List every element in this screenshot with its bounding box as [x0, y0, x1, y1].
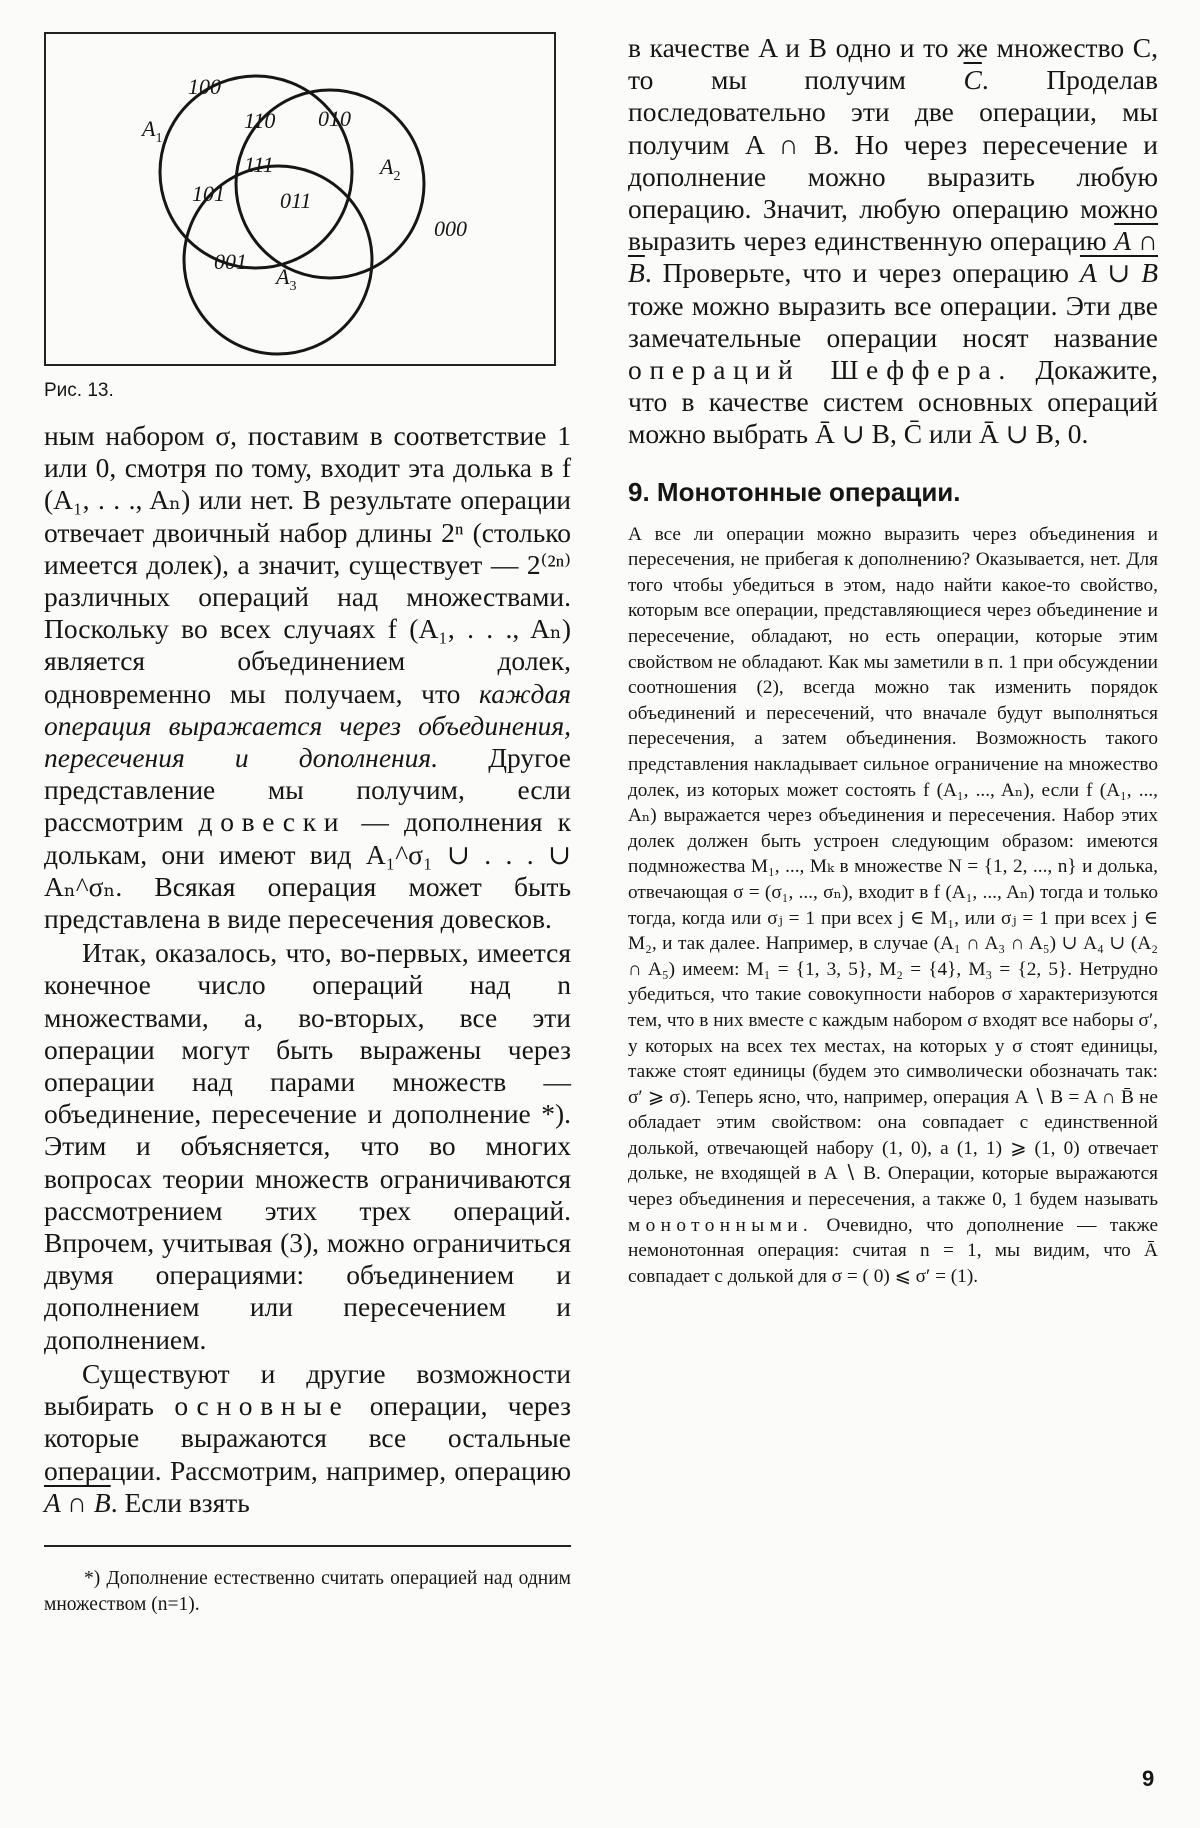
region-110: 110: [244, 108, 276, 133]
figure-caption: Рис. 13.: [44, 380, 114, 401]
section-heading: 9. Монотонные операции.: [628, 476, 961, 507]
right-column: [628, 32, 1158, 1289]
footnote-rule: [44, 1545, 571, 1547]
venn-diagram-figure: [44, 32, 556, 366]
region-001: 001: [214, 249, 247, 274]
venn-diagram: [46, 34, 554, 364]
page-number: 9: [1142, 1766, 1155, 1791]
left-paragraph-1: ным набором σ, поставим в соответствие 1 или 0, смотря по тому, входит эта долька в f (A₁, . . ., Aₙ) или нет. В результате операции отвечает двоичный набор длины 2ⁿ (столько имеется долек), а значит, существует — 2⁽²ⁿ⁾ различных операций над множествами. Поскольку во всех случаях f (A₁, . . ., Aₙ) является объединением долек, одновременно мы получаем, что каждая операция выражается через объединения, пересечения и дополнения. Другое представление мы получим, если рассмотрим довески — дополнения к долькам, они имеют вид A₁^σ₁ ∪ . . . ∪ Aₙ^σₙ. Всякая операция может быть представлена в виде пересечения довесков.: [44, 420, 572, 935]
right-paragraph-1: в качестве A и B одно и то же множество C, то мы получим $\overline{C}$. Проделав последовательно эти две операции, мы получим A ∩ B. Но через пересечение и дополнение можно выразить любую операцию. Значит, любую операцию можно выразить через единственную операцию A ∩ B. Проверьте, что и через операцию A ∪ B тоже можно выразить все операции. Эти две замечательные операции носят название операций Шеффера. Докажите, что в качестве систем основных операций можно выбрать Ā ∪ B, C̄ или Ā ∪ B, 0.: [628, 32, 1159, 450]
right-paragraph-2: А все ли операции можно выразить через объединения и пересечения, не прибегая к дополнению? Оказывается, нет. Для того чтобы убедиться в этом, надо найти какое-то свойство, которым все операции, представляющиеся через объединение и пересечение, обладают, но есть операции, которые этим свойством не обладают. Как мы заметили в п. 1 при обсуждении соотношения (2), всегда можно так изменить порядок объединений и пересечений, что вначале будут выполняться пересечения, а затем объединения. Возможность такого представления накладывает сильное ограничение на множество долек, из которых может состоять f (A₁, ..., Aₙ), если f (A₁, ..., Aₙ) выражается через объединения и пересечения. Набор этих долек должен быть устроен следующим образом: имеются подмножества M₁, ..., Mₖ в множестве N = {1, 2, ..., n} и долька, отвечающая σ = (σ₁, ..., σₙ), входит в f (A₁, ..., Aₙ) тогда и только тогда, когда или σⱼ = 1 при всех j ∈ M₁, или σⱼ = 1 при всех j ∈ M₂, и так далее. Например, в случае (A₁ ∩ A₃ ∩ A₅) ∪ A₄ ∪ (A₂ ∩ A₅) имеем: M₁ = {1, 3, 5}, M₂ = {4}, M₃ = {2, 5}. Нетрудно убедиться, что такие совокупности наборов σ характеризуются тем, что в них вместе с каждым набором σ входят все наборы σ′, у которых на всех тех местах, на которых у σ стоят единицы, также стоят единицы (будем это символически обозначать так: σ′ ⩾ σ). Теперь ясно, что, например, операция A ∖ B = A ∩ B̄ не обладает этим свойством: она совпадает с единственной долькой, отвечающей набору (1, 0), а (1, 1) ⩾ (1, 0) отвечает дольке, не входящей в A ∖ B. Операции, которые выражаются через объединения и пересечения, а также 0, 1 будем называть монотонными. Очевидно, что дополнение — также немонотонная операция: считая n = 1, мы видим, что Ā совпадает с долькой для σ = ( 0) ⩽ σ′ = (1).: [628, 523, 1159, 1287]
label-a2: $A_2$: [380, 154, 401, 184]
region-000: 000: [434, 216, 467, 241]
region-101: 101: [192, 181, 225, 206]
left-paragraph-2: Итак, оказалось, что, во-первых, имеется конечное число операций над n множествами, а, во-вторых, все эти операции могут быть выражены через операции над парами множеств — объединение, пересечение и дополнение *). Этим и объясняется, что во многих вопросах теории множеств ограничиваются рассмотрением этих трех операций. Впрочем, учитывая (3), можно ограничиться двумя операциями: объединением и дополнением или пересечением и дополнением.: [44, 937, 571, 1355]
left-column: [44, 32, 571, 1638]
region-011: 011: [280, 188, 312, 213]
region-111: 111: [244, 152, 274, 177]
region-100: 100: [188, 74, 221, 99]
label-a1: $A_1$: [142, 116, 163, 146]
footnote: *) Дополнение естественно считать операцией над одним множеством (n=1).: [44, 1568, 571, 1616]
label-a3: $A_3$: [276, 264, 297, 294]
region-010: 010: [318, 106, 351, 131]
left-paragraph-3: Существуют и другие возможности выбирать основные операции, через которые выражаются все остальные операции. Рассмотрим, например, операцию A ∩ B. Если взять: [44, 1357, 571, 1518]
